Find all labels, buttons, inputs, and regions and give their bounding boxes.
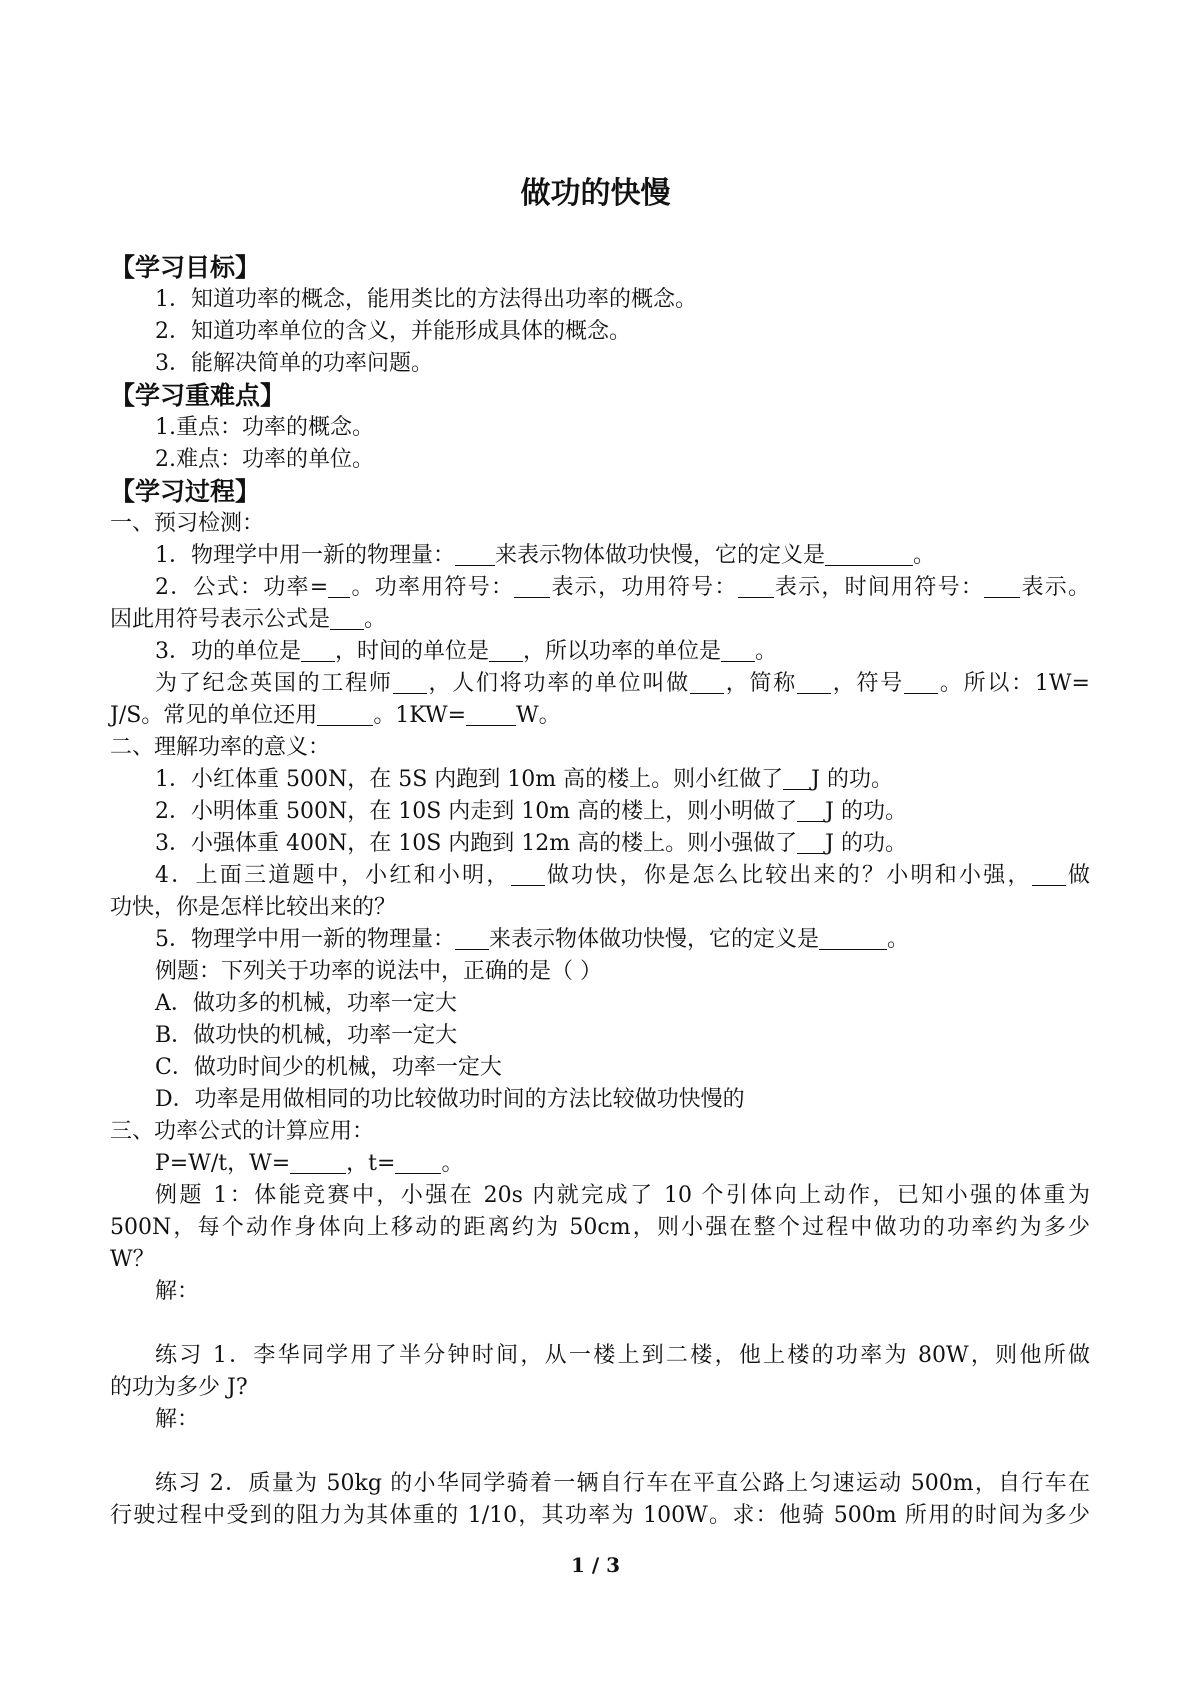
practice2-line2: 行驶过程中受到的阻力为其体重的 1/10，其功率为 100W。求：他骑 500m 所用的时间为多少 — [110, 1503, 1090, 1528]
fill-blank[interactable] — [825, 543, 913, 566]
fill-blank[interactable] — [797, 831, 825, 854]
example-question: 例题：下列关于功率的说法中，正确的是（ ） — [155, 959, 602, 984]
fill-blank[interactable] — [1032, 863, 1066, 886]
fill-blank[interactable] — [393, 671, 427, 694]
section-title-meaning: 二、理解功率的意义： — [110, 735, 331, 760]
preview-q3: 3．功的单位是 ，时间的单位是 ，所以功率的单位是 。 — [155, 639, 778, 664]
section-title-preview: 一、预习检测： — [110, 511, 265, 536]
fill-blank[interactable] — [984, 575, 1020, 598]
meaning-q3: 3．小强体重 400N，在 10S 内跑到 12m 高的楼上。则小强做了 J 的功。 — [155, 831, 907, 856]
fill-blank[interactable] — [328, 575, 350, 598]
fill-blank[interactable] — [330, 607, 364, 630]
keypoint-item: 2.难点：功率的单位。 — [155, 447, 374, 472]
section-title-calc: 三、功率公式的计算应用： — [110, 1119, 375, 1144]
meaning-q4-cont: 功快，你是怎样比较出来的？ — [110, 895, 397, 920]
preview-q2: 2．公式：功率= 。功率用符号： 表示，功用符号： 表示，时间用符号： 表示。 — [155, 575, 1090, 600]
fill-blank[interactable] — [738, 575, 774, 598]
fill-blank[interactable] — [511, 863, 545, 886]
fill-blank[interactable] — [721, 639, 755, 662]
preview-q1: 1．物理学中用一新的物理量： 来表示物体做功快慢，它的定义是 。 — [155, 543, 936, 568]
meaning-q2: 2．小明体重 500N，在 10S 内走到 10m 高的楼上，则小明做了 J 的功。 — [155, 799, 907, 824]
solution-label: 解： — [155, 1279, 200, 1304]
fill-blank[interactable] — [819, 927, 887, 950]
option-b: B．做功快的机械，功率一定大 — [155, 1023, 458, 1048]
option-d: D．功率是用做相同的功比较做功时间的方法比较做功快慢的 — [155, 1087, 745, 1112]
fill-blank[interactable] — [783, 767, 811, 790]
preview-q2-cont: 因此用符号表示公式是 。 — [110, 607, 387, 632]
heading-goals: 【学习目标】 — [110, 253, 261, 282]
example1-line2: 500N，每个动作身体向上移动的距离约为 50cm，则小强在整个过程中做功的功率约为多少 — [110, 1215, 1090, 1240]
fill-blank[interactable] — [904, 671, 938, 694]
page-title: 做功的快慢 — [520, 176, 671, 211]
option-a: A．做功多的机械，功率一定大 — [155, 991, 457, 1016]
meaning-q1: 1．小红体重 500N，在 5S 内跑到 10m 高的楼上。则小红做了 J 的功。 — [155, 767, 893, 792]
practice2-line1: 练习 2．质量为 50kg 的小华同学骑着一辆自行车在平直公路上匀速运动 500m，自行车在 — [155, 1471, 1090, 1496]
fill-blank[interactable] — [455, 543, 495, 566]
meaning-q5: 5．物理学中用一新的物理量： 来表示物体做功快慢，它的定义是 。 — [155, 927, 910, 952]
fill-blank[interactable] — [797, 671, 831, 694]
fill-blank[interactable] — [489, 639, 523, 662]
fill-blank[interactable] — [466, 703, 516, 726]
heading-process: 【学习过程】 — [110, 477, 261, 506]
fill-blank[interactable] — [317, 703, 373, 726]
formula-line: P=W/t，W= ，t= 。 — [155, 1151, 464, 1176]
preview-q4-cont: J/S。常见的单位还用 。1KW= W。 — [110, 703, 561, 728]
keypoint-item: 1.重点：功率的概念。 — [155, 415, 374, 440]
fill-blank[interactable] — [395, 1151, 441, 1174]
page-number: 1 / 3 — [570, 1553, 621, 1577]
fill-blank[interactable] — [455, 927, 489, 950]
practice1-line1: 练习 1．李华同学用了半分钟时间，从一楼上到二楼，他上楼的功率为 80W，则他所做 — [155, 1343, 1090, 1368]
fill-blank[interactable] — [301, 639, 335, 662]
solution-label: 解： — [155, 1407, 200, 1432]
example1-line3: W？ — [110, 1247, 155, 1272]
option-c: C．做功时间少的机械，功率一定大 — [155, 1055, 502, 1080]
goal-item: 1．知道功率的概念，能用类比的方法得出功率的概念。 — [155, 287, 697, 312]
fill-blank[interactable] — [290, 1151, 346, 1174]
heading-keypoints: 【学习重难点】 — [110, 381, 286, 410]
example1-line1: 例题 1：体能竞赛中，小强在 20s 内就完成了 10 个引体向上动作，已知小强的体重为 — [155, 1183, 1090, 1208]
fill-blank[interactable] — [514, 575, 550, 598]
practice1-line2: 的功为多少 J? — [110, 1375, 248, 1400]
meaning-q4: 4．上面三道题中，小红和小明， 做功快，你是怎么比较出来的？小明和小强， 做 — [155, 863, 1090, 888]
goal-item: 3．能解决简单的功率问题。 — [155, 351, 433, 376]
goal-item: 2．知道功率单位的含义，并能形成具体的概念。 — [155, 319, 631, 344]
fill-blank[interactable] — [797, 799, 825, 822]
preview-q4: 为了纪念英国的工程师 ，人们将功率的单位叫做 ，简称 ，符号 。所以：1W= — [155, 671, 1090, 696]
fill-blank[interactable] — [690, 671, 724, 694]
content-body — [110, 252, 1090, 1532]
